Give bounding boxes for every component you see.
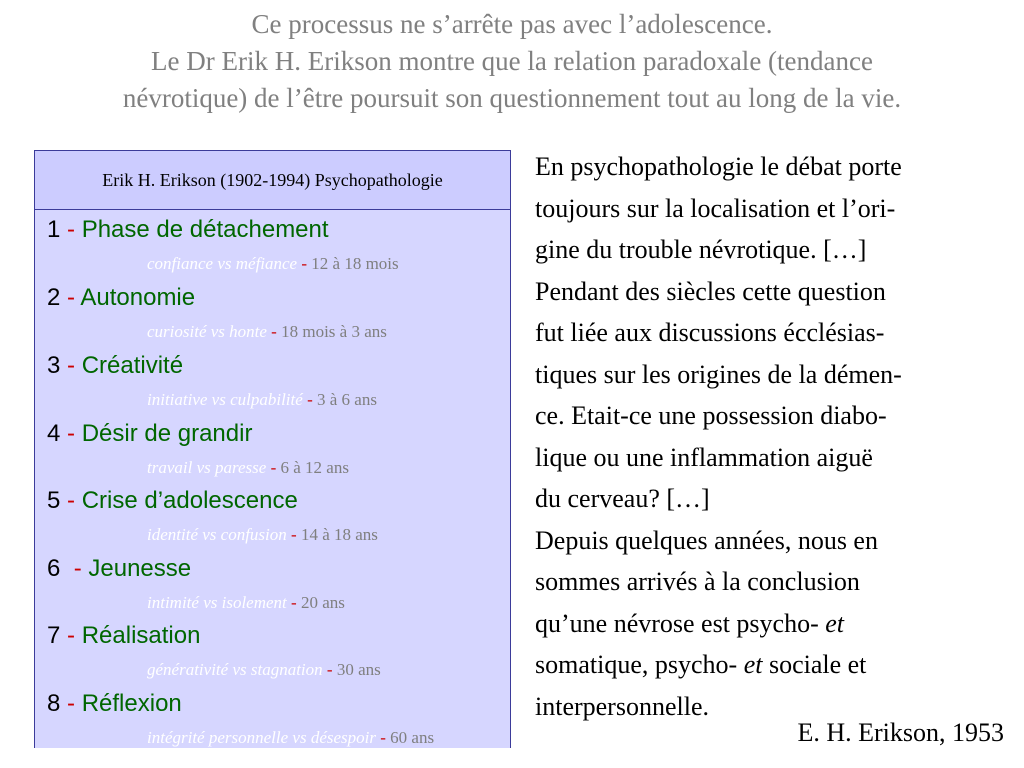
stage-conflict: intégrité personnelle vs désespoir bbox=[147, 728, 376, 747]
stage-number: 7 bbox=[47, 622, 61, 649]
stage-name: Réalisation bbox=[81, 622, 201, 649]
stage-sep: - bbox=[301, 254, 308, 273]
stage-6-title bbox=[47, 555, 191, 583]
stage-dash: - bbox=[67, 420, 76, 447]
body-italic: et bbox=[743, 650, 763, 679]
stage-conflict: travail vs paresse bbox=[147, 458, 267, 477]
stage-7-detail bbox=[147, 660, 381, 680]
stage-age: 12 à 18 mois bbox=[311, 254, 399, 273]
erikson-stages-table bbox=[34, 150, 511, 748]
stage-1-title bbox=[47, 216, 329, 244]
stage-2-title bbox=[47, 284, 195, 312]
table-header: Erik H. Erikson (1902-1994) Psychopathologie bbox=[35, 151, 510, 210]
stage-age: 30 ans bbox=[336, 660, 381, 679]
stage-name: Crise d’adolescence bbox=[81, 487, 298, 514]
table-body bbox=[35, 210, 510, 748]
body-line: Depuis quelques années, nous en bbox=[535, 525, 878, 555]
body-line: En psychopathologie le débat porte bbox=[535, 152, 902, 181]
stage-dash: - bbox=[67, 216, 76, 243]
stage-number: 6 bbox=[47, 555, 61, 582]
stage-number: 1 bbox=[47, 216, 61, 243]
stage-name: Phase de détachement bbox=[81, 216, 329, 243]
stage-conflict: confiance vs méfiance bbox=[147, 254, 298, 273]
stage-name: Désir de grandir bbox=[81, 420, 253, 447]
stage-conflict: intimité vs isolement bbox=[147, 593, 287, 612]
stage-age: 6 à 12 ans bbox=[280, 458, 349, 477]
body-line: ce. Etait-ce une possession diabo- bbox=[535, 401, 887, 430]
stage-dash: - bbox=[67, 487, 76, 514]
body-line: interpersonnelle. bbox=[535, 691, 709, 721]
stage-sep: - bbox=[291, 593, 297, 612]
stage-name: Autonomie bbox=[80, 284, 196, 311]
stage-age: 14 à 18 ans bbox=[300, 525, 378, 544]
stage-number: 4 bbox=[47, 420, 61, 447]
stage-sep: - bbox=[291, 525, 297, 544]
stage-7-title bbox=[47, 622, 200, 650]
citation-author: E. H. Erikson, 1953 bbox=[797, 718, 1004, 747]
body-text: somatique, psycho- bbox=[535, 650, 744, 679]
stage-conflict: curiosité vs honte bbox=[147, 322, 267, 341]
stage-number: 3 bbox=[47, 352, 61, 379]
body-line: toujours sur la localisation et l’ori- bbox=[535, 193, 896, 223]
stage-dash: - bbox=[67, 690, 76, 717]
body-line: Pendant des siècles cette question bbox=[535, 276, 886, 306]
stage-5-title bbox=[47, 487, 298, 515]
stage-3-title bbox=[47, 352, 183, 380]
stage-4-title bbox=[47, 420, 252, 448]
stage-number: 2 bbox=[47, 284, 61, 311]
stage-conflict: identité vs confusion bbox=[147, 525, 287, 544]
body-line: lique ou une inflammation aiguë bbox=[535, 442, 873, 472]
stage-5-detail bbox=[147, 525, 378, 545]
body-line bbox=[535, 603, 1015, 645]
stage-1-detail bbox=[147, 254, 399, 274]
stage-age: 3 à 6 ans bbox=[316, 390, 377, 409]
body-line: du cerveau? […] bbox=[535, 484, 710, 513]
stage-age: 60 ans bbox=[390, 728, 435, 747]
stage-conflict: générativité vs stagnation bbox=[147, 660, 323, 679]
title-line-2: Le Dr Erik H. Erikson montre que la relation paradoxale (tendance bbox=[151, 46, 873, 76]
stage-6-detail bbox=[147, 593, 345, 613]
stage-dash: - bbox=[67, 352, 76, 379]
stage-age: 18 mois à 3 ans bbox=[281, 322, 387, 341]
stage-name: Jeunesse bbox=[88, 555, 192, 582]
stage-dash: - bbox=[73, 555, 82, 582]
stage-sep: - bbox=[380, 728, 386, 747]
stage-2-detail bbox=[147, 322, 387, 342]
body-line bbox=[535, 644, 1015, 686]
stage-3-detail bbox=[147, 390, 377, 410]
body-line: sommes arrivés à la conclusion bbox=[535, 567, 860, 596]
title-line-3: névrotique) de l’être poursuit son questionnement tout au long de la vie. bbox=[122, 83, 902, 113]
title-line-1: Ce processus ne s’arrête pas avec l’adolescence. bbox=[251, 9, 773, 39]
body-text: sociale et bbox=[762, 650, 867, 679]
stage-4-detail bbox=[147, 458, 349, 478]
stage-conflict: initiative vs culpabilité bbox=[147, 390, 303, 409]
stage-8-title bbox=[47, 690, 182, 718]
body-line: fut liée aux discussions écclésias- bbox=[535, 318, 885, 347]
stage-sep: - bbox=[307, 390, 313, 409]
body-line: gine du trouble névrotique. […] bbox=[535, 235, 867, 264]
stage-name: Créativité bbox=[81, 352, 184, 379]
stage-number: 8 bbox=[47, 690, 61, 717]
slide-title bbox=[0, 6, 1024, 117]
stage-age: 20 ans bbox=[300, 593, 345, 612]
stage-sep: - bbox=[326, 660, 333, 679]
body-line: tiques sur les origines de la démen- bbox=[535, 359, 902, 389]
stage-name: Réflexion bbox=[81, 690, 182, 717]
stage-dash: - bbox=[67, 622, 76, 649]
body-italic: et bbox=[825, 608, 845, 638]
body-text: qu’une névrose est psycho- bbox=[535, 608, 826, 638]
stage-number: 5 bbox=[47, 487, 61, 514]
stage-sep: - bbox=[271, 322, 277, 341]
stage-dash: - bbox=[67, 284, 76, 311]
stage-sep: - bbox=[270, 458, 277, 477]
body-paragraph bbox=[535, 146, 1015, 727]
